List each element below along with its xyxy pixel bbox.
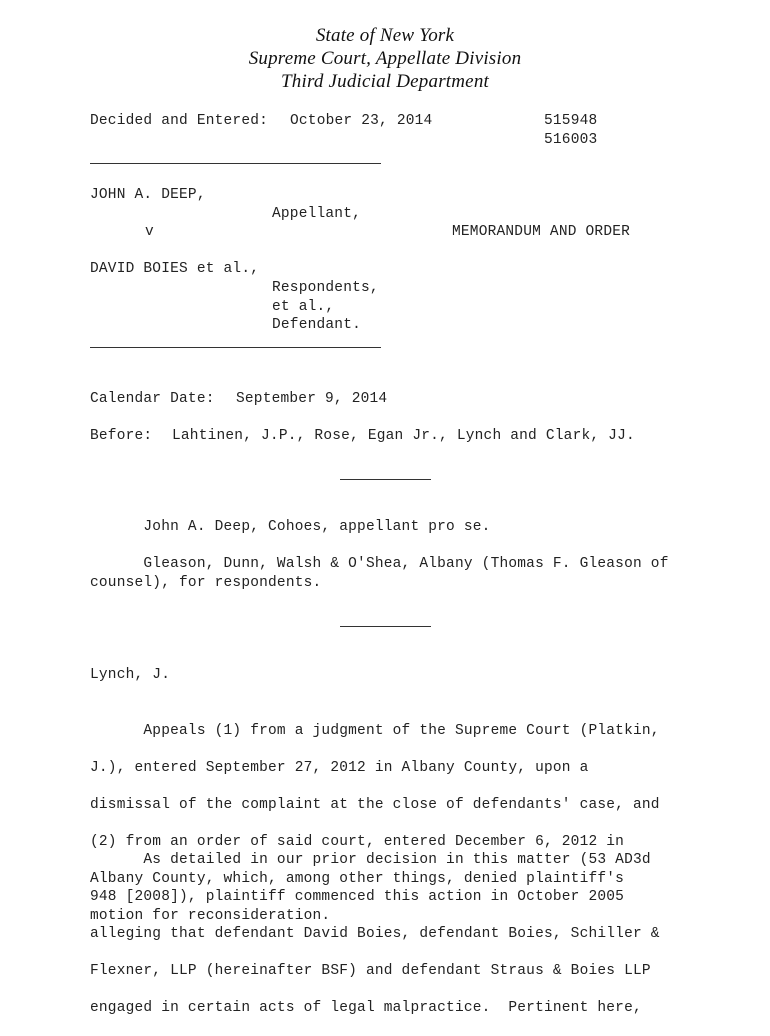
defendant-role-defendant: Defendant.: [272, 317, 362, 333]
docket-number-1: 515948: [544, 113, 598, 129]
opinion-author: Lynch, J.: [90, 667, 171, 683]
appellant-counsel: John A. Deep, Cohoes, appellant pro se.: [90, 519, 491, 535]
paragraph-line: alleging that defendant David Boies, defendant Boies, Schiller &: [90, 925, 660, 942]
calendar-label: Calendar Date:: [90, 391, 215, 407]
defendant-name: DAVID BOIES et al.,: [90, 261, 260, 277]
court-name-department: Third Judicial Department: [281, 71, 489, 92]
caption-bottom-rule: [90, 347, 381, 348]
paragraph-line: dismissal of the complaint at the close of defendants' case, and: [90, 796, 660, 813]
decided-date: October 23, 2014: [290, 113, 433, 129]
paragraph-line: As detailed in our prior decision in this matter (53 AD3d: [90, 851, 651, 868]
respondents-counsel-line-1: Gleason, Dunn, Walsh & O'Shea, Albany (Thomas F. Gleason of: [90, 556, 669, 572]
paragraph-line: engaged in certain acts of legal malpractice. Pertinent here,: [90, 999, 642, 1016]
document-type: MEMORANDUM AND ORDER: [452, 224, 631, 240]
panel-judges: Lahtinen, J.P., Rose, Egan Jr., Lynch and Clark, JJ.: [172, 428, 635, 444]
paragraph-line: J.), entered September 27, 2012 in Albany County, upon a: [90, 759, 589, 776]
paragraph-line: motion for reconsideration.: [90, 907, 331, 924]
caption-top-rule: [90, 163, 381, 164]
calendar-date: September 9, 2014: [236, 391, 388, 407]
section-divider-1: [340, 479, 431, 480]
plaintiff-name: JOHN A. DEEP,: [90, 187, 206, 203]
court-name-division: Supreme Court, Appellate Division: [248, 48, 522, 69]
respondents-counsel-line-2: counsel), for respondents.: [90, 575, 322, 591]
decided-label: Decided and Entered:: [90, 113, 269, 129]
paragraph-line: Albany County, which, among other things, denied plaintiff's: [90, 870, 625, 887]
docket-number-2: 516003: [544, 132, 598, 148]
opinion-paragraph-2: [90, 832, 690, 1036]
paragraph-line: 948 [2008]), plaintiff commenced this action in October 2005: [90, 888, 625, 905]
defendant-role-etal: et al.,: [272, 299, 335, 315]
before-label: Before:: [90, 428, 153, 444]
paragraph-line: Appeals (1) from a judgment of the Supreme Court (Platkin,: [90, 722, 660, 739]
section-divider-2: [340, 626, 431, 627]
paragraph-line: Flexner, LLP (hereinafter BSF) and defendant Straus & Boies LLP: [90, 962, 651, 979]
paragraph-line: (2) from an order of said court, entered December 6, 2012 in: [90, 833, 625, 850]
plaintiff-role: Appellant,: [272, 206, 362, 222]
court-name-state: State of New York: [315, 25, 455, 46]
defendant-role-respondents: Respondents,: [272, 280, 379, 296]
versus: v: [145, 224, 154, 240]
